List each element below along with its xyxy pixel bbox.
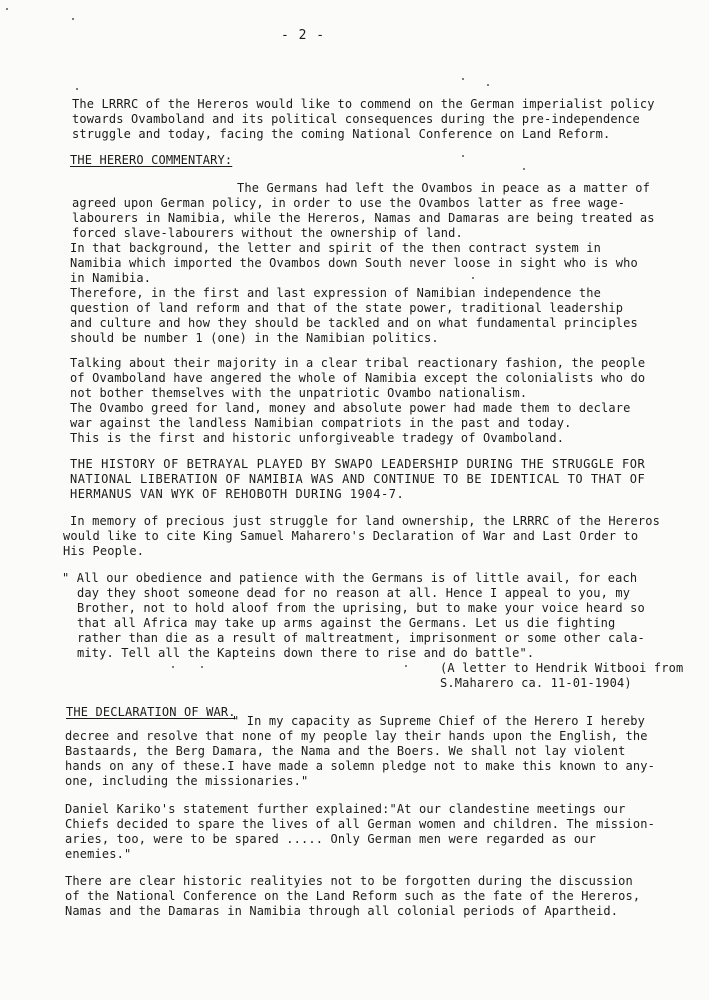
- quote-line: rather than die as a result of maltreatment, imprisonment or some other cala-: [77, 631, 645, 645]
- declaration-line: Daniel Kariko's statement further explained:"At our clandestine meetings our: [65, 802, 626, 816]
- scan-speck: [6, 8, 8, 10]
- intro-line: struggle and today, facing the coming National Conference on Land Reform.: [72, 127, 611, 141]
- paragraph-line: question of land reform and that of the state power, traditional leadership: [70, 301, 624, 315]
- quote-line: that all Africa may take up arms against the Germans. Let us die fighting: [77, 616, 616, 630]
- declaration-line: hands on any of these.I have made a solemn pledge not to make this known to any-: [65, 759, 655, 773]
- intro-line: The LRRRC of the Hereros would like to commend on the German imperialist policy: [72, 97, 655, 111]
- scan-speck: [472, 277, 474, 279]
- scan-speck: [76, 88, 78, 90]
- paragraph-line: in Namibia.: [70, 271, 152, 285]
- declaration-line: enemies.": [65, 847, 132, 861]
- declaration-line: Namas and the Damaras in Namibia through all colonial periods of Apartheid.: [65, 904, 619, 918]
- declaration-line: one, including the missionaries.": [65, 774, 309, 788]
- paragraph-line: HERMANUS VAN WYK OF REHOBOTH DURING 1904-7.: [70, 487, 405, 501]
- declaration-line: aries, too, were to be spared ..... Only German men were regarded as our: [65, 832, 596, 846]
- paragraph-line: forced slave-labourers without the ownership of land.: [72, 226, 463, 240]
- quote-line: day they shoot someone dead for no reason at all. Hence I appeal to you, my: [77, 586, 631, 600]
- scan-speck: [462, 155, 464, 157]
- page-number: - 2 -: [281, 28, 326, 43]
- paragraph-line: not bother themselves with the unpatriotic Ovambo nationalism.: [70, 386, 528, 400]
- heading-herero-commentary: THE HERERO COMMENTARY:: [70, 153, 233, 167]
- quote-attribution: (A letter to Hendrik Witbooi from: [440, 661, 684, 675]
- quote-line: " All our obedience and patience with the Germans is of little avail, for each: [62, 571, 638, 585]
- scan-speck: [172, 666, 174, 668]
- paragraph-line: The Ovambo greed for land, money and absolute power had made them to declare: [70, 401, 631, 415]
- paragraph-line: This is the first and historic unforgiveable tradegy of Ovamboland.: [70, 431, 565, 445]
- paragraph-line: His People.: [63, 544, 145, 558]
- declaration-line: " In my capacity as Supreme Chief of the Herero I hereby: [232, 714, 645, 728]
- scan-speck: [201, 666, 203, 668]
- heading-declaration-of-war: THE DECLARATION OF WAR.: [66, 705, 236, 719]
- scan-speck: [405, 665, 407, 667]
- paragraph-line: THE HISTORY OF BETRAYAL PLAYED BY SWAPO LEADERSHIP DURING THE STRUGGLE FOR: [70, 457, 646, 471]
- paragraph-line: Talking about their majority in a clear tribal reactionary fashion, the people: [70, 356, 646, 370]
- declaration-line: Bastaards, the Berg Damara, the Nama and the Boers. We shall not lay violent: [65, 744, 626, 758]
- quote-attribution: S.Maharero ca. 11-01-1904): [440, 676, 632, 690]
- paragraph-line: In memory of precious just struggle for land ownership, the LRRRC of the Hereros: [70, 514, 660, 528]
- intro-line: towards Ovamboland and its political consequences during the pre-independence: [72, 112, 640, 126]
- paragraph-line: of Ovamboland have angered the whole of Namibia except the colonialists who do: [70, 371, 646, 385]
- paragraph-line: war against the landless Namibian compatriots in the past and today.: [70, 416, 572, 430]
- scan-speck: [462, 78, 464, 80]
- declaration-line: There are clear historic realityies not to be forgotten during the discussion: [65, 874, 633, 888]
- paragraph-line: labourers in Namibia, while the Hereros, Namas and Damaras are being treated as: [72, 211, 655, 225]
- declaration-line: of the National Conference on the Land Reform such as the fate of the Hereros,: [65, 889, 641, 903]
- paragraph-line: Namibia which imported the Ovambos down South never loose in sight who is who: [70, 256, 638, 270]
- paragraph-line: Therefore, in the first and last expression of Namibian independence the: [70, 286, 601, 300]
- paragraph-line: and culture and how they should be tackled and on what fundamental principles: [70, 316, 638, 330]
- declaration-line: Chiefs decided to spare the lives of all German women and children. The mission-: [65, 817, 655, 831]
- scan-speck: [487, 84, 489, 86]
- declaration-line: decree and resolve that none of my people lay their hands upon the English, the: [65, 729, 648, 743]
- paragraph-line: should be number 1 (one) in the Namibian politics.: [70, 331, 439, 345]
- scan-speck: [72, 18, 74, 20]
- quote-line: mity. Tell all the Kapteins down there to rise and do battle".: [77, 646, 535, 660]
- scan-speck: [523, 168, 525, 170]
- paragraph-line: NATIONAL LIBERATION OF NAMIBIA WAS AND CONTINUE TO BE IDENTICAL TO THAT OF: [70, 472, 646, 486]
- paragraph-line: The Germans had left the Ovambos in peace as a matter of: [237, 181, 650, 195]
- paragraph-line: agreed upon German policy, in order to use the Ovambos latter as free wage-: [72, 196, 626, 210]
- paragraph-line: In that background, the letter and spirit of the then contract system in: [70, 241, 601, 255]
- quote-line: Brother, not to hold aloof from the uprising, but to make your voice heard so: [77, 601, 645, 615]
- paragraph-line: would like to cite King Samuel Maharero's Declaration of War and Last Order to: [63, 529, 639, 543]
